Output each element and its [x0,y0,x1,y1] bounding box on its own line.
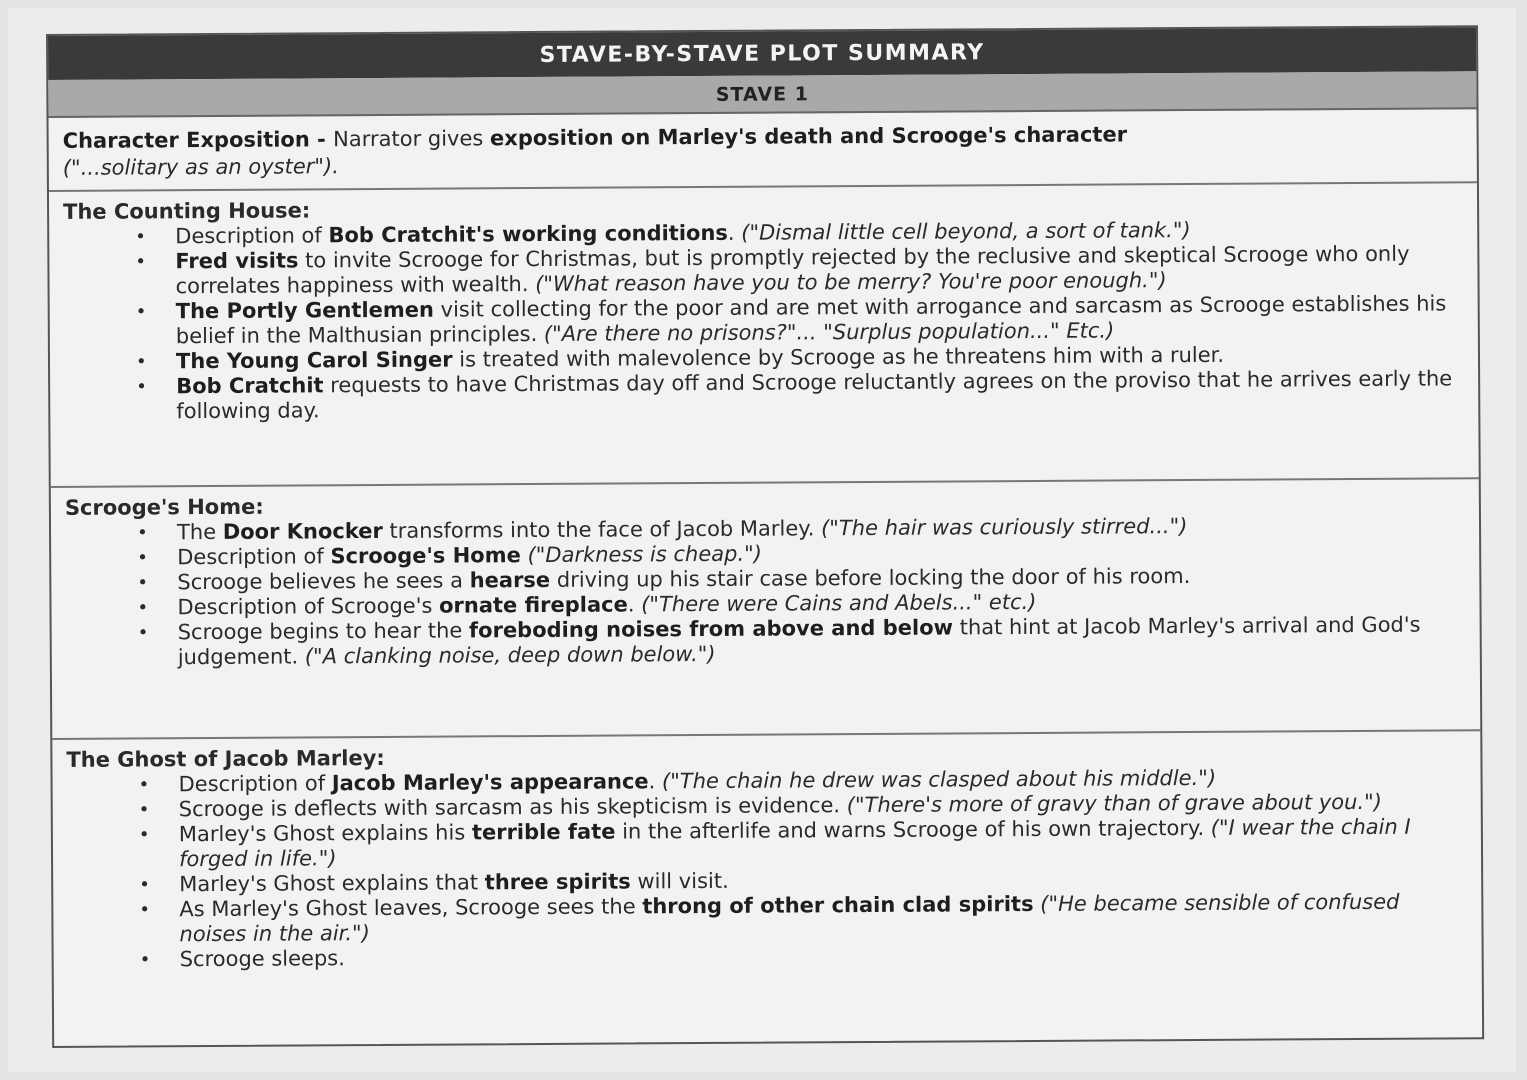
item-bold: Bob Cratchit [176,373,324,399]
list-item [176,366,1464,424]
item-bold: ornate fireplace [439,592,628,618]
item-text: . [648,769,663,794]
exposition-label: Character Exposition [62,127,310,153]
section-heading: The Ghost of Jacob Marley: [66,745,385,772]
item-quote: ("The hair was curiously stirred...") [820,514,1188,541]
bullet-list [65,512,1466,671]
item-text: transforms into the face of Jacob Marley. [382,516,822,543]
item-bold: Door Knocker [222,518,383,544]
item-text: Description of [175,223,329,249]
list-item [178,612,1466,670]
item-bold: three spirits [484,869,631,895]
item-text: Scrooge sleeps. [179,946,345,972]
item-bold: Fred visits [175,248,299,274]
list-item [175,241,1463,299]
exposition-text: Narrator gives [333,126,491,152]
item-text: to invite Scrooge for Christmas, but is promptly rejected by the reclusive and skeptical Scrooge who only correlates happiness with wealth. [175,241,1410,299]
section-counting-house [49,183,1479,488]
item-quote: ("Are there no prisons?"... "Surplus population..." Etc.) [543,318,1115,346]
item-text: in the afterlife and warns Scrooge of his own trajectory. [615,815,1211,844]
item-bold: Scrooge's Home [330,543,521,569]
list-item [179,889,1467,947]
item-bold: The Young Carol Singer [175,347,453,374]
item-bold: The Portly Gentlemen [175,297,434,324]
section-heading: The Counting House: [63,198,311,224]
item-bold: foreboding noises from above and below [468,615,954,643]
item-text: will visit. [630,868,729,894]
item-text: is treated with malevolence by Scrooge as he threatens him with a ruler. [452,342,1225,372]
item-text: As Marley's Ghost leaves, Scrooge sees the [179,894,643,922]
item-text: requests to have Christmas day off and Scrooge reluctantly agrees on the proviso that he arrives early the following day. [176,366,1453,424]
item-quote: ("He became sensible of confused noises in the air.") [179,889,1400,947]
item-text: . [727,220,742,245]
exposition-quote: ("...solitary as an oyster"). [62,154,339,180]
item-text: driving up his stair case before locking the door of his room. [550,564,1191,592]
item-text: Scrooge begins to hear the [177,618,470,645]
item-text: Description of Scrooge's [177,593,440,620]
stave-heading: STAVE 1 [48,71,1476,118]
item-quote: ("A clanking noise, deep down below.") [304,641,716,669]
exposition-bold: exposition on Marley's death and Scrooge's character [489,122,1128,151]
section-ghost-of-marley [52,731,1482,1046]
summary-table [46,25,1484,1048]
list-item [176,291,1464,349]
item-quote: ("There were Cains and Abels..." etc.) [641,589,1037,617]
bullet-list [63,216,1464,425]
exposition-sep: - [309,127,334,152]
item-text: Scrooge believes he sees a [177,568,470,595]
item-quote: ("Darkness is cheap.") [527,541,763,568]
item-quote: ("The chain he drew was clasped about his middle.") [661,765,1217,794]
item-text: visit collecting for the poor and are met with arrogance and sarcasm as Scrooge establishes his belief in the Malthusian principles. [175,291,1447,349]
list-item [179,814,1467,872]
item-text: . [627,592,642,617]
item-text: Scrooge is deflects with sarcasm as his skepticism is evidence. [178,793,847,822]
item-text: Marley's Ghost explains that [179,870,485,897]
item-quote: ("Dismal little cell beyond, a sort of tank.") [741,218,1191,245]
item-quote: ("What reason have you to be merry? You're poor enough.") [535,268,1167,297]
item-bold: hearse [469,567,551,593]
bullet-list [67,764,1468,973]
paper-sheet [8,8,1516,1072]
item-text: Marley's Ghost explains his [178,820,472,847]
item-text: that hint at Jacob Marley's arrival and God's judgement. [177,612,1421,670]
exposition-row [49,109,1477,192]
item-bold: terrible fate [471,819,616,845]
section-scrooges-home [51,479,1481,740]
item-text: Description of [178,771,332,797]
item-quote: ("I wear the chain I forged in life.") [178,814,1411,872]
item-quote: ("There's more of gravy than of grave about you.") [846,789,1383,818]
page-title: STAVE-BY-STAVE PLOT SUMMARY [48,27,1476,80]
item-bold: throng of other chain clad spirits [642,891,1034,919]
section-heading: Scrooge's Home: [64,494,264,520]
item-bold: Jacob Marley's appearance [331,769,649,796]
item-text: Description of [177,544,331,570]
item-bold: Bob Cratchit's working conditions [328,220,728,248]
item-text: The [176,519,223,545]
